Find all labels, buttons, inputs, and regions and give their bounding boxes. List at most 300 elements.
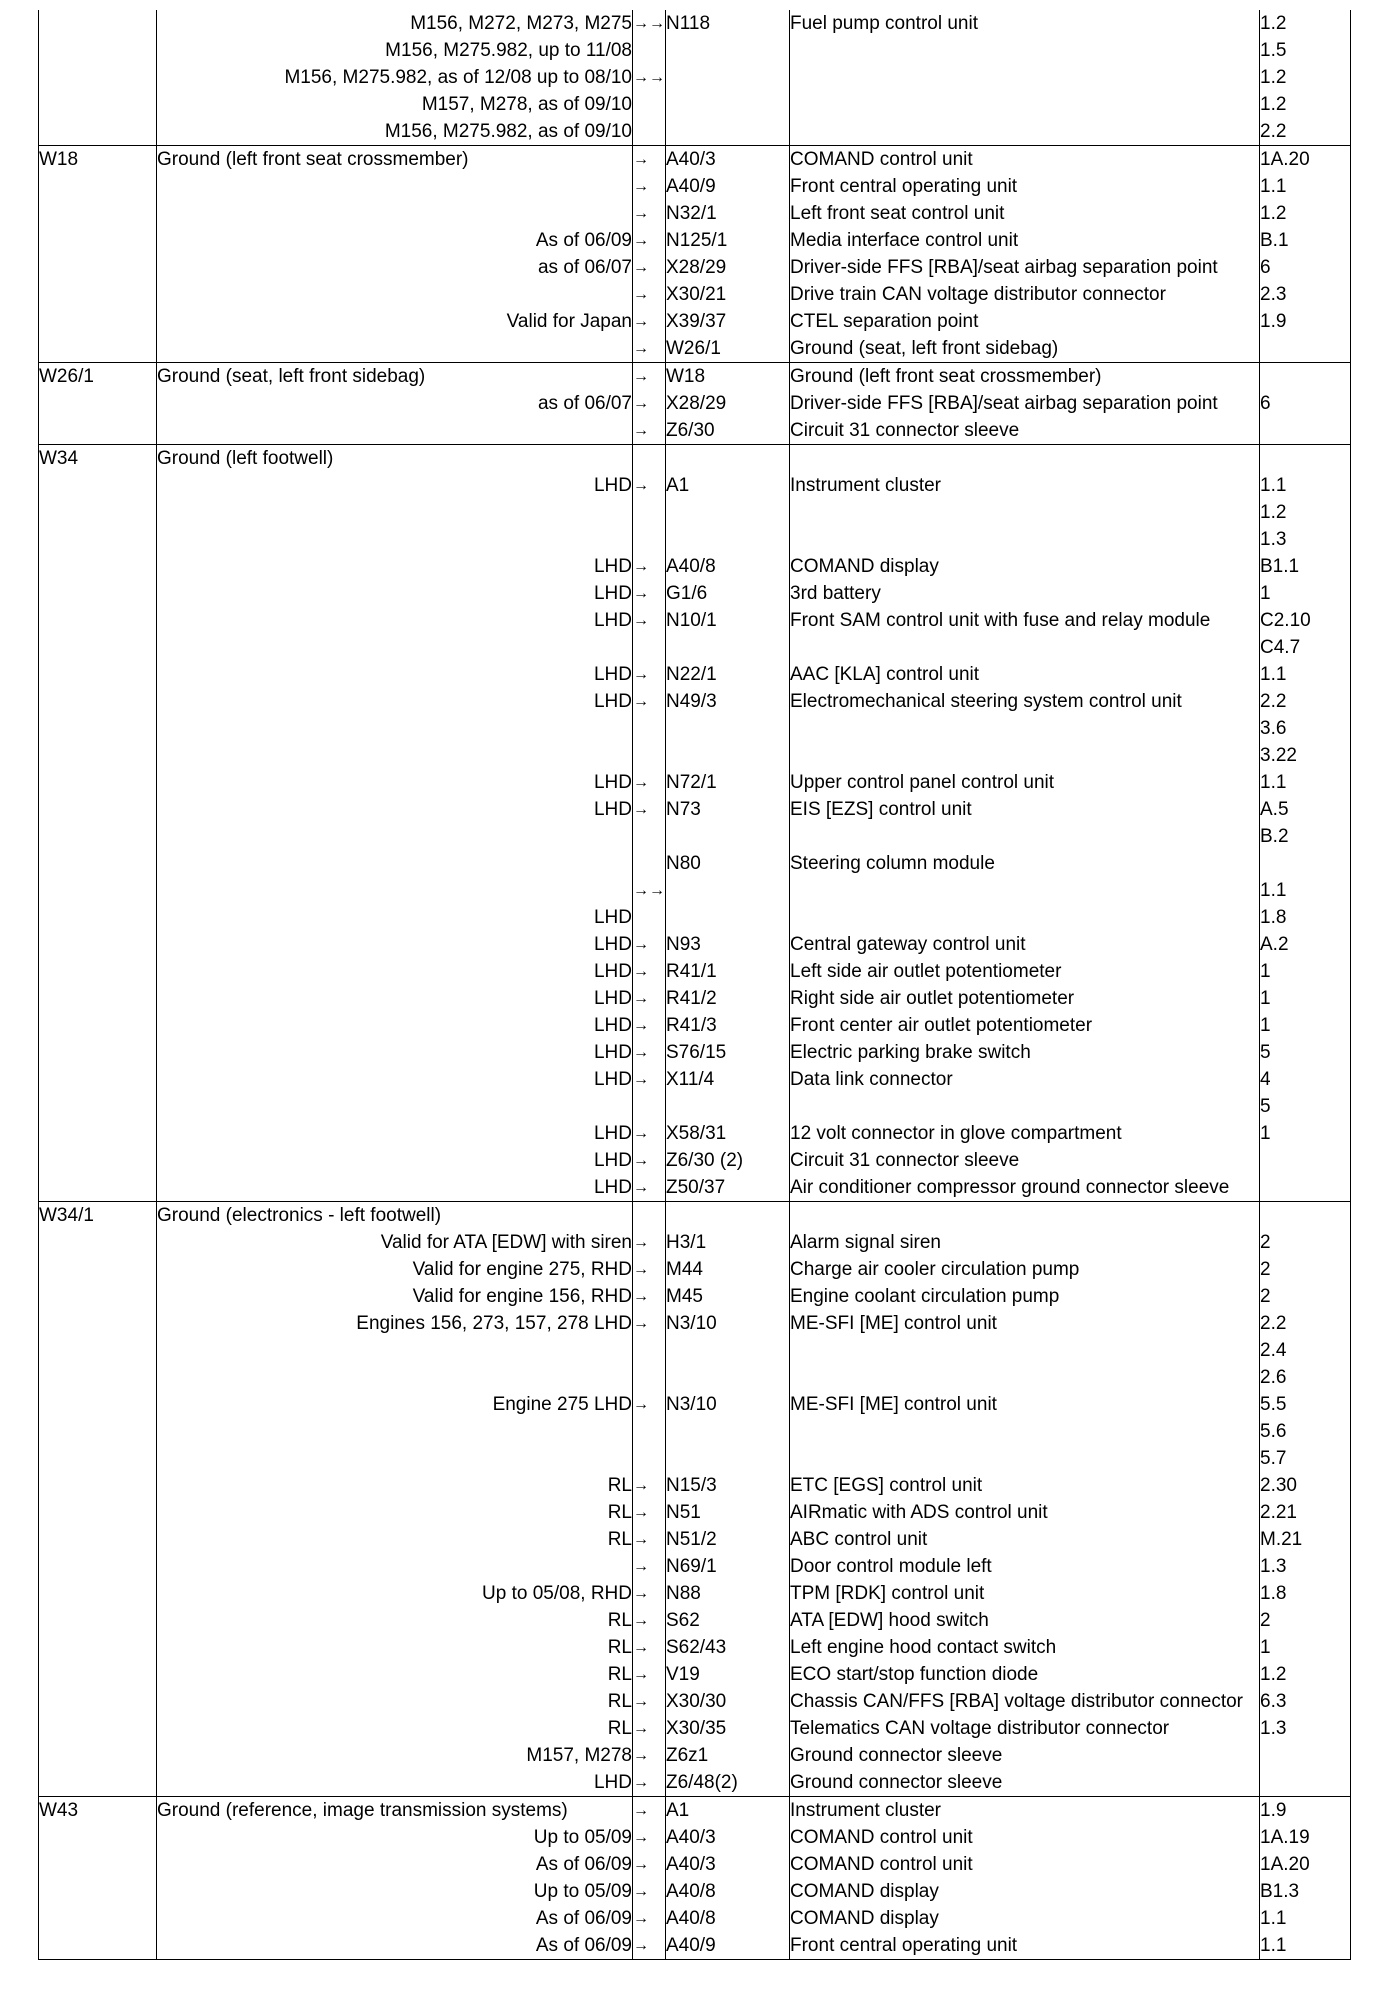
ground-point-id: W34/1 (39, 1202, 157, 1230)
component-code: A40/8 (666, 1878, 790, 1905)
ground-point-id (39, 661, 157, 688)
ground-point-id: W18 (39, 146, 157, 174)
component-code: S62/43 (666, 1634, 790, 1661)
ground-point-id (39, 553, 157, 580)
diagram-location (1260, 1174, 1351, 1202)
component-description: Electric parking brake switch (790, 1039, 1260, 1066)
validity-condition: LHD (157, 985, 633, 1012)
component-code: A1 (666, 1797, 790, 1825)
connection-arrow: → (633, 281, 666, 308)
table-row (39, 850, 1351, 877)
diagram-location: A.2 (1260, 931, 1351, 958)
connection-arrow: → (633, 1499, 666, 1526)
diagram-location: 1 (1260, 1120, 1351, 1147)
diagram-location-line: 2.6 (1260, 1367, 1287, 1388)
diagram-location: 1.1 (1260, 769, 1351, 796)
connection-arrow: → (633, 1715, 666, 1742)
table-row (39, 1580, 1351, 1607)
diagram-location-line: 5.5 (1260, 1394, 1287, 1415)
diagram-location (1260, 850, 1351, 877)
component-code: A40/9 (666, 1932, 790, 1960)
component-description: ME-SFI [ME] control unit (790, 1391, 1260, 1472)
diagram-location (1260, 796, 1351, 850)
table-row (39, 335, 1351, 363)
validity-condition: LHD (157, 1769, 633, 1797)
connection-arrow: → (633, 796, 666, 850)
table-row (39, 553, 1351, 580)
table-row (39, 64, 1351, 91)
component-code: S76/15 (666, 1039, 790, 1066)
ground-point-id (39, 1769, 157, 1797)
ground-point-description: Ground (seat, left front sidebag) (157, 363, 633, 391)
component-code: W26/1 (666, 335, 790, 363)
diagram-location: 1.5 (1260, 37, 1351, 64)
component-code: A40/3 (666, 146, 790, 174)
connection-arrow (633, 445, 666, 473)
validity-condition: Engine 275 LHD (157, 1391, 633, 1472)
component-description: Ground connector sleeve (790, 1769, 1260, 1797)
connection-arrow: → (633, 1607, 666, 1634)
validity-condition: RL (157, 1607, 633, 1634)
diagram-location-line: 1.1 (1260, 475, 1287, 496)
ground-point-id (39, 91, 157, 118)
diagram-location: 1.1 (1260, 1932, 1351, 1960)
validity-condition (157, 1553, 633, 1580)
connection-arrow: → (633, 1905, 666, 1932)
validity-condition: M157, M278, as of 09/10 (157, 91, 633, 118)
diagram-location (1260, 445, 1351, 473)
component-code: N88 (666, 1580, 790, 1607)
table-row (39, 904, 1351, 931)
connection-arrow: → (633, 553, 666, 580)
component-code: X30/21 (666, 281, 790, 308)
table-row (39, 769, 1351, 796)
component-code: N3/10 (666, 1391, 790, 1472)
diagram-location: 1.2 (1260, 200, 1351, 227)
diagram-location-line: 5 (1260, 1096, 1271, 1117)
connection-arrow: → (633, 1878, 666, 1905)
diagram-location-line: C4.7 (1260, 637, 1301, 658)
diagram-location-line: A.5 (1260, 799, 1289, 820)
validity-condition: LHD (157, 580, 633, 607)
validity-condition: M156, M275.982, up to 11/08 (157, 37, 633, 64)
diagram-location: 1.3 (1260, 1715, 1351, 1742)
component-description: Left engine hood contact switch (790, 1634, 1260, 1661)
connection-arrow: → (633, 146, 666, 174)
table-row (39, 1932, 1351, 1960)
ground-point-id (39, 1715, 157, 1742)
ground-point-id (39, 1851, 157, 1878)
diagram-location: 1.1 (1260, 877, 1351, 904)
ground-point-id (39, 200, 157, 227)
table-row (39, 1283, 1351, 1310)
diagram-location: 1A.20 (1260, 1851, 1351, 1878)
diagram-location-line: 4 (1260, 1069, 1271, 1090)
component-code: N80 (666, 850, 790, 877)
diagram-location: 2.21 (1260, 1499, 1351, 1526)
table-row (39, 10, 1351, 37)
connection-arrow: → (633, 308, 666, 335)
table-row (39, 1634, 1351, 1661)
ground-point-id (39, 1283, 157, 1310)
validity-condition: As of 06/09 (157, 1905, 633, 1932)
connection-arrow: → (633, 254, 666, 281)
component-code: S62 (666, 1607, 790, 1634)
ground-point-id (39, 1229, 157, 1256)
component-code: N15/3 (666, 1472, 790, 1499)
table-row (39, 1526, 1351, 1553)
diagram-location: 2 (1260, 1607, 1351, 1634)
ground-point-description: Ground (left footwell) (157, 445, 633, 473)
component-code (666, 904, 790, 931)
component-description: EIS [EZS] control unit (790, 796, 1260, 850)
connection-arrow: → (633, 1391, 666, 1472)
ground-point-id (39, 335, 157, 363)
table-row (39, 390, 1351, 417)
connection-arrow: → (633, 1688, 666, 1715)
diagram-location: 1 (1260, 1012, 1351, 1039)
table-row (39, 1229, 1351, 1256)
diagram-location (1260, 1769, 1351, 1797)
component-code: N51/2 (666, 1526, 790, 1553)
table-row (39, 1905, 1351, 1932)
connection-arrow: → (633, 472, 666, 553)
component-code: M44 (666, 1256, 790, 1283)
ground-point-table-body (39, 10, 1351, 1960)
component-description: Upper control panel control unit (790, 769, 1260, 796)
component-code (666, 91, 790, 118)
component-code: H3/1 (666, 1229, 790, 1256)
table-row (39, 1824, 1351, 1851)
component-code: Z6/30 (666, 417, 790, 445)
component-description: ATA [EDW] hood switch (790, 1607, 1260, 1634)
component-description: AAC [KLA] control unit (790, 661, 1260, 688)
component-description: AIRmatic with ADS control unit (790, 1499, 1260, 1526)
component-code (666, 1202, 790, 1230)
ground-point-id (39, 1688, 157, 1715)
table-row (39, 1878, 1351, 1905)
connection-arrow: → (633, 1769, 666, 1797)
component-description: Data link connector (790, 1066, 1260, 1120)
component-description: COMAND control unit (790, 146, 1260, 174)
validity-condition: Valid for ATA [EDW] with siren (157, 1229, 633, 1256)
diagram-location (1260, 1391, 1351, 1472)
component-code: N49/3 (666, 688, 790, 769)
connection-arrow: → (633, 607, 666, 661)
diagram-location: B1.3 (1260, 1878, 1351, 1905)
diagram-location: 1 (1260, 958, 1351, 985)
component-code (666, 445, 790, 473)
ground-point-id (39, 118, 157, 146)
component-description: ME-SFI [ME] control unit (790, 1310, 1260, 1391)
component-code: N73 (666, 796, 790, 850)
validity-condition: Valid for Japan (157, 308, 633, 335)
table-row (39, 281, 1351, 308)
component-description (790, 877, 1260, 904)
ground-point-id (39, 1553, 157, 1580)
component-description (790, 445, 1260, 473)
ground-point-id (39, 308, 157, 335)
component-code: N22/1 (666, 661, 790, 688)
component-description: Drive train CAN voltage distributor connector (790, 281, 1260, 308)
validity-condition: M156, M275.982, as of 12/08 up to 08/10 (157, 64, 633, 91)
component-code: R41/2 (666, 985, 790, 1012)
ground-point-id: W34 (39, 445, 157, 473)
component-code: A1 (666, 472, 790, 553)
table-row (39, 1688, 1351, 1715)
ground-point-id (39, 877, 157, 904)
ground-point-id (39, 1120, 157, 1147)
connection-arrow: → (633, 227, 666, 254)
component-description (790, 91, 1260, 118)
validity-condition (157, 200, 633, 227)
validity-condition: Up to 05/09 (157, 1878, 633, 1905)
table-row (39, 985, 1351, 1012)
ground-point-id (39, 10, 157, 37)
component-description: Telematics CAN voltage distributor connector (790, 1715, 1260, 1742)
diagram-location-line: 1.2 (1260, 502, 1287, 523)
validity-condition: Valid for engine 156, RHD (157, 1283, 633, 1310)
ground-point-id (39, 227, 157, 254)
connection-arrow: → (633, 363, 666, 391)
connection-arrow: → (633, 1283, 666, 1310)
component-description: Front center air outlet potentiometer (790, 1012, 1260, 1039)
component-description: Ground (seat, left front sidebag) (790, 335, 1260, 363)
connection-arrow: → (633, 1012, 666, 1039)
ground-point-id (39, 769, 157, 796)
diagram-location: 1 (1260, 580, 1351, 607)
component-description: ECO start/stop function diode (790, 1661, 1260, 1688)
component-code: R41/1 (666, 958, 790, 985)
table-row (39, 1499, 1351, 1526)
component-description: COMAND display (790, 1905, 1260, 1932)
diagram-location (1260, 1147, 1351, 1174)
table-row (39, 1715, 1351, 1742)
validity-condition (157, 335, 633, 363)
diagram-location: 1A.19 (1260, 1824, 1351, 1851)
component-description (790, 1202, 1260, 1230)
validity-condition: Engines 156, 273, 157, 278 LHD (157, 1310, 633, 1391)
component-code: X30/30 (666, 1688, 790, 1715)
ground-point-id (39, 1878, 157, 1905)
table-row (39, 1391, 1351, 1472)
validity-condition: LHD (157, 1147, 633, 1174)
diagram-location (1260, 607, 1351, 661)
validity-condition: LHD (157, 769, 633, 796)
ground-point-id (39, 1607, 157, 1634)
component-description: COMAND control unit (790, 1824, 1260, 1851)
connection-arrow: → (633, 769, 666, 796)
ground-point-id (39, 1310, 157, 1391)
connection-arrow: → (633, 200, 666, 227)
diagram-location (1260, 1202, 1351, 1230)
table-row (39, 580, 1351, 607)
diagram-location: 2.2 (1260, 118, 1351, 146)
connection-arrow: → (633, 173, 666, 200)
validity-condition: LHD (157, 1066, 633, 1120)
table-row (39, 1174, 1351, 1202)
component-description: Charge air cooler circulation pump (790, 1256, 1260, 1283)
ground-point-id (39, 1661, 157, 1688)
diagram-location (1260, 688, 1351, 769)
diagram-location (1260, 363, 1351, 391)
validity-condition: LHD (157, 553, 633, 580)
component-code: Z50/37 (666, 1174, 790, 1202)
connection-arrow (633, 1202, 666, 1230)
component-code: A40/8 (666, 1905, 790, 1932)
diagram-location: 2 (1260, 1229, 1351, 1256)
diagram-location-line: C2.10 (1260, 610, 1311, 631)
connection-arrow: → (633, 1229, 666, 1256)
table-row (39, 445, 1351, 473)
table-row (39, 1120, 1351, 1147)
component-description: 12 volt connector in glove compartment (790, 1120, 1260, 1147)
table-row (39, 1769, 1351, 1797)
diagram-location: B1.1 (1260, 553, 1351, 580)
table-row (39, 1147, 1351, 1174)
ground-point-id (39, 1012, 157, 1039)
component-description: Door control module left (790, 1553, 1260, 1580)
component-code: X58/31 (666, 1120, 790, 1147)
table-row (39, 607, 1351, 661)
table-row (39, 877, 1351, 904)
table-row (39, 1607, 1351, 1634)
component-description: Ground connector sleeve (790, 1742, 1260, 1769)
ground-point-id (39, 64, 157, 91)
diagram-location-line: 3.22 (1260, 745, 1297, 766)
validity-condition: LHD (157, 607, 633, 661)
component-description: TPM [RDK] control unit (790, 1580, 1260, 1607)
component-description (790, 64, 1260, 91)
component-code: X11/4 (666, 1066, 790, 1120)
ground-point-description: Ground (electronics - left footwell) (157, 1202, 633, 1230)
connection-arrow: → (633, 1851, 666, 1878)
validity-condition: RL (157, 1688, 633, 1715)
ground-point-id (39, 1174, 157, 1202)
validity-condition: as of 06/07 (157, 390, 633, 417)
ground-point-id (39, 607, 157, 661)
diagram-location: 1.2 (1260, 64, 1351, 91)
connection-arrow: → (633, 1472, 666, 1499)
diagram-location (1260, 472, 1351, 553)
connection-arrow: → (633, 1580, 666, 1607)
diagram-location-line: 5.6 (1260, 1421, 1287, 1442)
ground-point-id (39, 1742, 157, 1769)
diagram-location: 1.1 (1260, 173, 1351, 200)
connection-arrow: → (633, 1120, 666, 1147)
component-description: Chassis CAN/FFS [RBA] voltage distributor connector (790, 1688, 1260, 1715)
validity-condition: LHD (157, 661, 633, 688)
validity-condition (157, 281, 633, 308)
connection-arrow: → (633, 1310, 666, 1391)
table-row (39, 1066, 1351, 1120)
diagram-location-line: 2.4 (1260, 1340, 1287, 1361)
component-description: Driver-side FFS [RBA]/seat airbag separation point (790, 390, 1260, 417)
table-row (39, 200, 1351, 227)
connection-arrow: → (633, 1634, 666, 1661)
validity-condition: Up to 05/09 (157, 1824, 633, 1851)
validity-condition: LHD (157, 1039, 633, 1066)
component-code: N69/1 (666, 1553, 790, 1580)
component-description: Instrument cluster (790, 472, 1260, 553)
component-description: Alarm signal siren (790, 1229, 1260, 1256)
table-row (39, 146, 1351, 174)
table-row (39, 1797, 1351, 1825)
diagram-location: 1.1 (1260, 1905, 1351, 1932)
connection-arrow: → (633, 1932, 666, 1960)
connection-arrow: → (633, 985, 666, 1012)
component-code: N51 (666, 1499, 790, 1526)
table-row (39, 1661, 1351, 1688)
validity-condition: LHD (157, 1012, 633, 1039)
component-code: X28/29 (666, 390, 790, 417)
component-description: COMAND display (790, 553, 1260, 580)
component-description (790, 904, 1260, 931)
component-description (790, 118, 1260, 146)
component-code: N10/1 (666, 607, 790, 661)
validity-condition: RL (157, 1661, 633, 1688)
component-description: Fuel pump control unit (790, 10, 1260, 37)
ground-point-id (39, 472, 157, 553)
component-description: 3rd battery (790, 580, 1260, 607)
component-code: N118 (666, 10, 790, 37)
connection-arrow: →→ (633, 10, 666, 37)
diagram-location-line: B.2 (1260, 826, 1289, 847)
connection-arrow: → (633, 580, 666, 607)
component-code: G1/6 (666, 580, 790, 607)
connection-arrow: → (633, 688, 666, 769)
component-code: N32/1 (666, 200, 790, 227)
ground-point-id (39, 688, 157, 769)
diagram-location: 2 (1260, 1283, 1351, 1310)
connection-arrow: →→ (633, 877, 666, 904)
ground-point-id (39, 1905, 157, 1932)
table-row (39, 1742, 1351, 1769)
connection-arrow: → (633, 1039, 666, 1066)
table-row (39, 417, 1351, 445)
diagram-location: 5 (1260, 1039, 1351, 1066)
ground-point-id (39, 1932, 157, 1960)
table-row (39, 363, 1351, 391)
component-code: R41/3 (666, 1012, 790, 1039)
diagram-location: 1A.20 (1260, 146, 1351, 174)
connection-arrow (633, 91, 666, 118)
component-description: Circuit 31 connector sleeve (790, 417, 1260, 445)
validity-condition (157, 173, 633, 200)
validity-condition: Valid for engine 275, RHD (157, 1256, 633, 1283)
component-code: N125/1 (666, 227, 790, 254)
validity-condition: as of 06/07 (157, 254, 633, 281)
component-description (790, 37, 1260, 64)
table-row (39, 1310, 1351, 1391)
table-row (39, 254, 1351, 281)
component-description: Instrument cluster (790, 1797, 1260, 1825)
component-code: A40/3 (666, 1851, 790, 1878)
validity-condition: LHD (157, 958, 633, 985)
validity-condition: LHD (157, 931, 633, 958)
validity-condition (157, 850, 633, 877)
diagram-location-line: 5.7 (1260, 1448, 1287, 1469)
component-code: N93 (666, 931, 790, 958)
ground-point-id: W26/1 (39, 363, 157, 391)
component-description: Central gateway control unit (790, 931, 1260, 958)
connection-arrow: → (633, 335, 666, 363)
diagram-location (1260, 1310, 1351, 1391)
connection-arrow (633, 37, 666, 64)
diagram-location (1260, 1066, 1351, 1120)
table-row (39, 308, 1351, 335)
validity-condition: RL (157, 1526, 633, 1553)
